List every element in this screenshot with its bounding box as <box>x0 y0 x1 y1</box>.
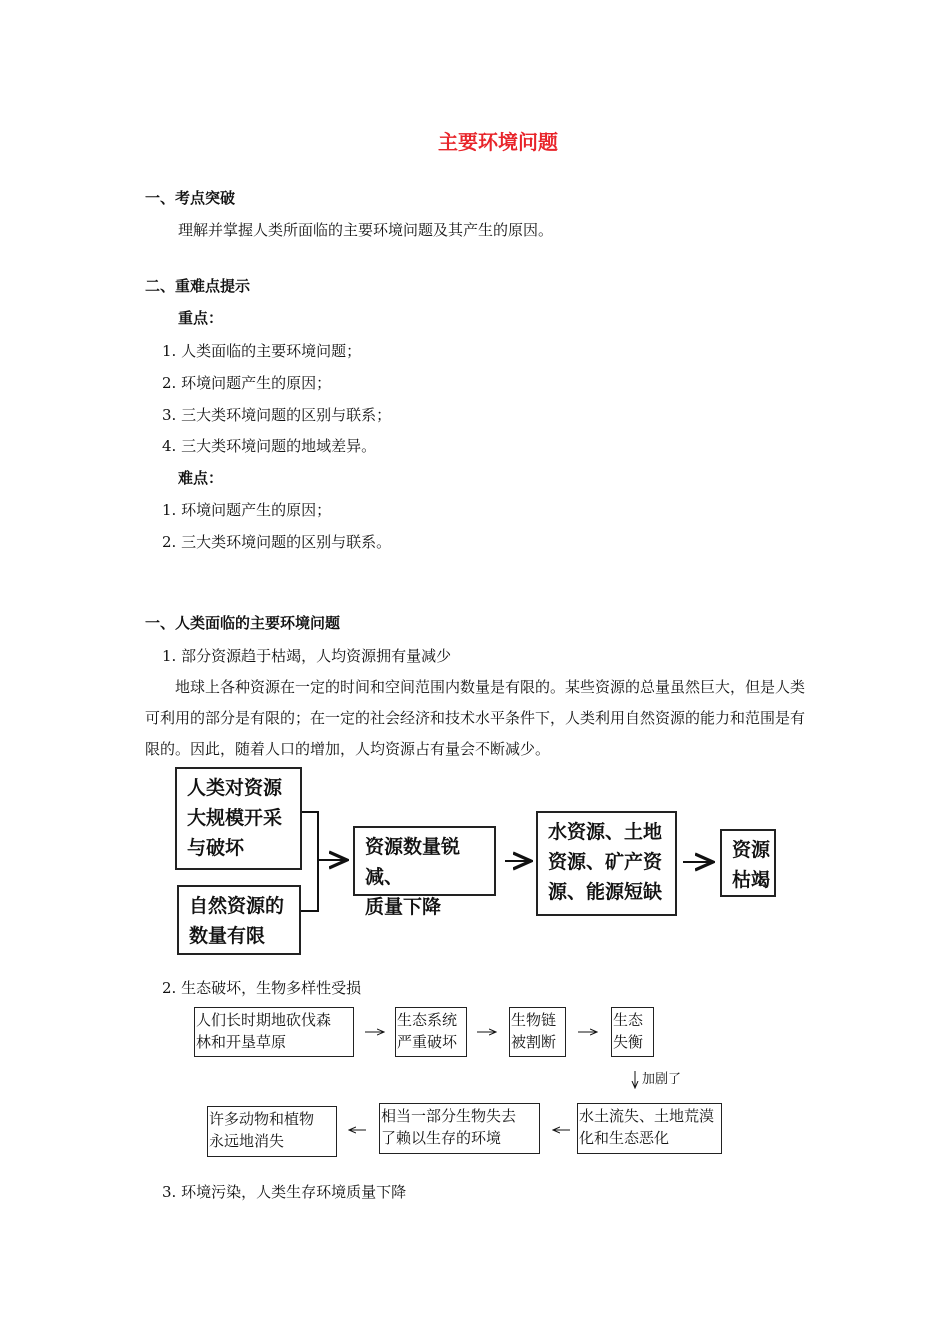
flow-box-food-chain-broken: 生物链 被割断 <box>509 1007 566 1057</box>
section-heading-env-problems: 一、人类面临的主要环境问题 <box>145 614 341 632</box>
key-item: 1. 人类面临的主要环境问题； <box>162 342 362 360</box>
flow-box-ecological-imbalance: 生态 失衡 <box>611 1007 654 1057</box>
difficulty-label: 难点： <box>178 469 224 487</box>
section-heading-key-points: 一、考点突破 <box>145 189 236 207</box>
subsection-heading: 1. 部分资源趋于枯竭，人均资源拥有量减少 <box>162 647 452 665</box>
flow-box-resource-shortage: 水资源、土地 资源、矿产资 源、能源短缺 <box>536 811 677 916</box>
key-item: 4. 三大类环境问题的地域差异。 <box>162 437 377 455</box>
subsection-heading: 2. 生态破坏，生物多样性受损 <box>162 979 362 997</box>
key-item: 3. 三大类环境问题的区别与联系； <box>162 406 392 424</box>
flow-box-resource-depletion: 资源 枯竭 <box>720 829 776 897</box>
key-points-text: 理解并掌握人类所面临的主要环境问题及其产生的原因。 <box>178 221 554 239</box>
flow-box-resource-decline: 资源数量锐减、 质量下降 <box>353 826 496 896</box>
flow-box-soil-erosion: 水土流失、土地荒漠 化和生态恶化 <box>577 1103 722 1154</box>
subsection-heading: 3. 环境污染，人类生存环境质量下降 <box>162 1183 407 1201</box>
difficulty-item: 1. 环境问题产生的原因； <box>162 501 332 519</box>
flow-box-habitat-loss: 相当一部分生物失去 了赖以生存的环境 <box>379 1103 540 1154</box>
section-heading-focus: 二、重难点提示 <box>145 277 251 295</box>
flow-box-large-scale-exploitation: 人类对资源 大规模开采 与破坏 <box>175 767 302 870</box>
key-item: 2. 环境问题产生的原因； <box>162 374 332 392</box>
difficulty-item: 2. 三大类环境问题的区别与联系。 <box>162 533 392 551</box>
flow-box-species-extinction: 许多动物和植物 永远地消失 <box>207 1106 337 1157</box>
flow-box-deforestation: 人们长时期地砍伐森 林和开垦草原 <box>194 1007 354 1057</box>
key-label: 重点： <box>178 309 224 327</box>
flow-box-ecosystem-damage: 生态系统 严重破坏 <box>395 1007 467 1057</box>
page-title: 主要环境问题 <box>438 130 558 154</box>
intensified-label: 加剧了 <box>642 1072 682 1087</box>
resource-paragraph: 地球上各种资源在一定的时间和空间范围内数量是有限的。某些资源的总量虽然巨大，但是人类可利用的部分是有限的；在一定的社会经济和技术水平条件下，人类利用自然资源的能力和范围是有限的。因此，随着人口的增加，人均资源占有量会不断减少。 <box>145 678 806 758</box>
flow-box-limited-resources: 自然资源的 数量有限 <box>177 885 301 955</box>
